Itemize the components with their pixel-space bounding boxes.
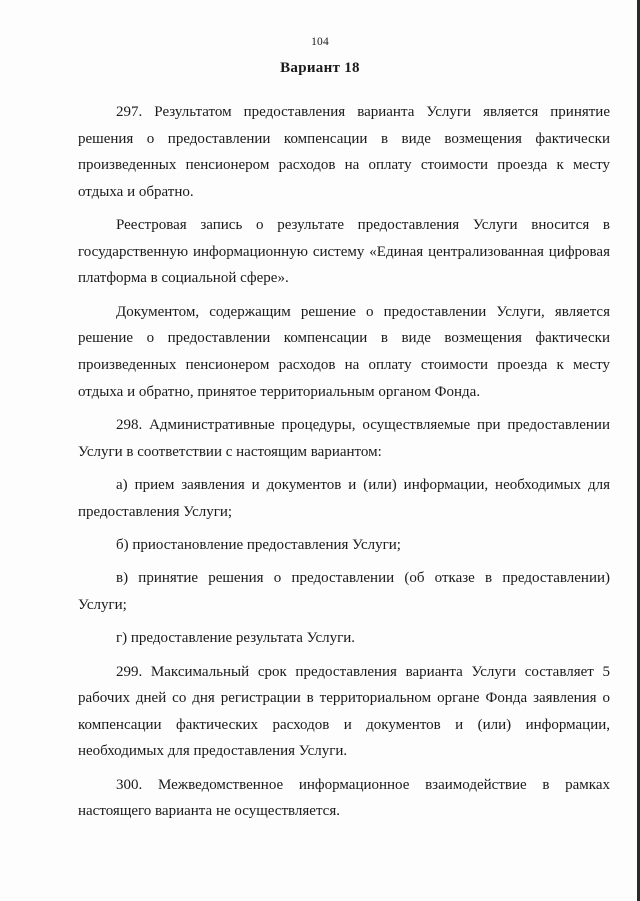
paragraph-299: 299. Максимальный срок предоставления варианта Услуги составляет 5 рабочих дней со дня регистрации в территориальном органе Фонда заявления о компенсации фактических расходов и документов и (или) информации, необходимых для предоставления Услуги. (78, 663, 610, 760)
paragraph-300: 300. Межведомственное информационное взаимодействие в рамках настоящего варианта не осуществляется. (78, 776, 610, 820)
list-item-g: г) предоставление результата Услуги. (116, 630, 356, 647)
list-item-v: в) принятие решения о предоставлении (об отказе в предоставлении) Услуги; (78, 570, 610, 613)
list-item-b: б) приостановление предоставления Услуги; (116, 536, 401, 553)
list-item-a: а) прием заявления и документов и (или) информации, необходимых для предоставления Услуги; (78, 476, 610, 520)
page-title: Вариант 18 (280, 60, 360, 76)
paragraph-297: 297. Результатом предоставления варианта Услуги является принятие решения о предоставлении компенсации в виде возмещения фактически произведенных пенсионером расходов на оплату стоимости проезда к месту отдыха и обратно. (78, 104, 610, 200)
document-body (78, 99, 610, 832)
paragraph-registry-record: Реестровая запись о результате предоставления Услуги вносится в государственную информационную систему «Единая централизованная цифровая платформа в социальной сфере». (78, 217, 610, 287)
paragraph-298: 298. Административные процедуры, осуществляемые при предоставлении Услуги в соответствии с настоящим вариантом: (78, 416, 610, 460)
page-number: 104 (311, 36, 329, 48)
paragraph-result-document: Документом, содержащим решение о предоставлении Услуги, является решение о предоставлении компенсации в виде возмещения фактически произведенных пенсионером расходов на оплату стоимости проезда к месту отдыха и обратно, принятое территориальным органом Фонда. (78, 303, 610, 400)
